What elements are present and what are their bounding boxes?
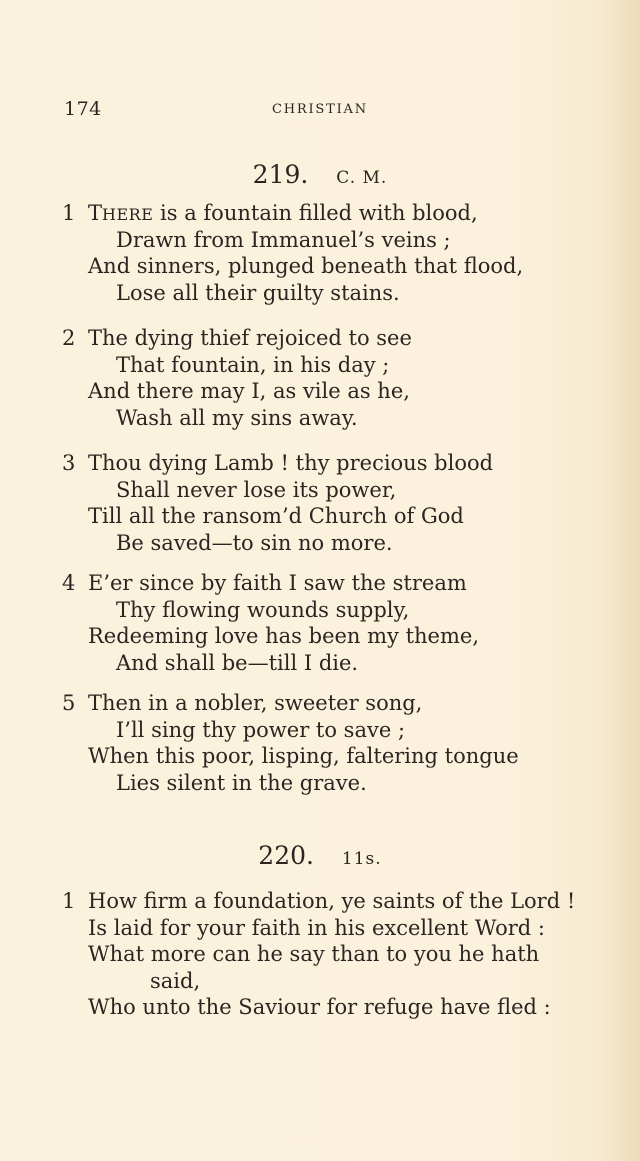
verse-line: Till all the ransom’d Church of God	[88, 504, 464, 528]
verse-line: When this poor, lisping, faltering tongue	[88, 744, 519, 768]
verse-line: Be saved—to sin no more.	[116, 530, 393, 555]
verse-number: 4	[62, 571, 76, 595]
hymn-number: 219.	[252, 160, 309, 189]
verse-line: How firm a foundation, ye saints of the Lord !	[88, 889, 576, 913]
verse-line: What more can he say than to you he hath	[88, 942, 540, 966]
verse-number: 2	[62, 326, 76, 350]
verse-number: 5	[62, 691, 76, 715]
verse-line: Is laid for your faith in his excellent Word :	[88, 915, 545, 940]
verse-line: Drawn from Immanuel’s veins ;	[116, 227, 451, 252]
verse-line: Thy flowing wounds supply,	[116, 597, 410, 622]
verse-line: Thou dying Lamb ! thy precious blood	[88, 451, 494, 475]
verse-line: Redeeming love has been my theme,	[88, 624, 479, 648]
drop-word-initial: T	[88, 201, 103, 225]
hymn-219-heading	[0, 160, 640, 189]
verse-line: The dying thief rejoiced to see	[88, 326, 412, 350]
verse-line: I’ll sing thy power to save ;	[116, 717, 406, 742]
verse-line-rest: is a fountain filled with blood,	[153, 201, 478, 225]
page-header	[64, 98, 584, 122]
hymn-meter: C. M.	[336, 168, 388, 188]
verse-number: 1	[62, 889, 76, 913]
verse-line: And shall be—till I die.	[116, 650, 359, 675]
running-head: CHRISTIAN	[272, 102, 368, 117]
page-number: 174	[64, 98, 102, 120]
verse-line	[88, 200, 478, 229]
hymn-220-heading	[0, 841, 640, 870]
hymn-219-verse-3	[62, 450, 602, 556]
verse-line-continuation: said,	[150, 968, 201, 993]
verse-line: And sinners, plunged beneath that flood,	[88, 254, 524, 278]
verse-line: Wash all my sins away.	[116, 405, 358, 430]
verse-line: Lies silent in the grave.	[116, 770, 367, 795]
verse-line: Lose all their guilty stains.	[116, 280, 400, 305]
hymn-219-verse-2	[62, 325, 602, 431]
hymn-220-verse-1	[62, 888, 602, 1021]
hymn-number: 220.	[258, 841, 314, 870]
hymn-219-verse-5	[62, 690, 602, 796]
verse-number: 1	[62, 201, 76, 225]
verse-number: 3	[62, 451, 76, 475]
verse-line: That fountain, in his day ;	[116, 352, 390, 377]
verse-line: Then in a nobler, sweeter song,	[88, 691, 423, 715]
hymn-meter: 11s.	[341, 849, 382, 869]
verse-line: Shall never lose its power,	[116, 477, 397, 502]
hymn-219-verse-4	[62, 570, 602, 676]
verse-line: Who unto the Saviour for refuge have fled :	[88, 995, 551, 1019]
verse-line: E’er since by faith I saw the stream	[88, 571, 467, 595]
drop-word-smallcaps: HERE	[102, 205, 154, 224]
hymn-219-verse-1	[62, 200, 602, 306]
verse-line: And there may I, as vile as he,	[88, 379, 410, 403]
